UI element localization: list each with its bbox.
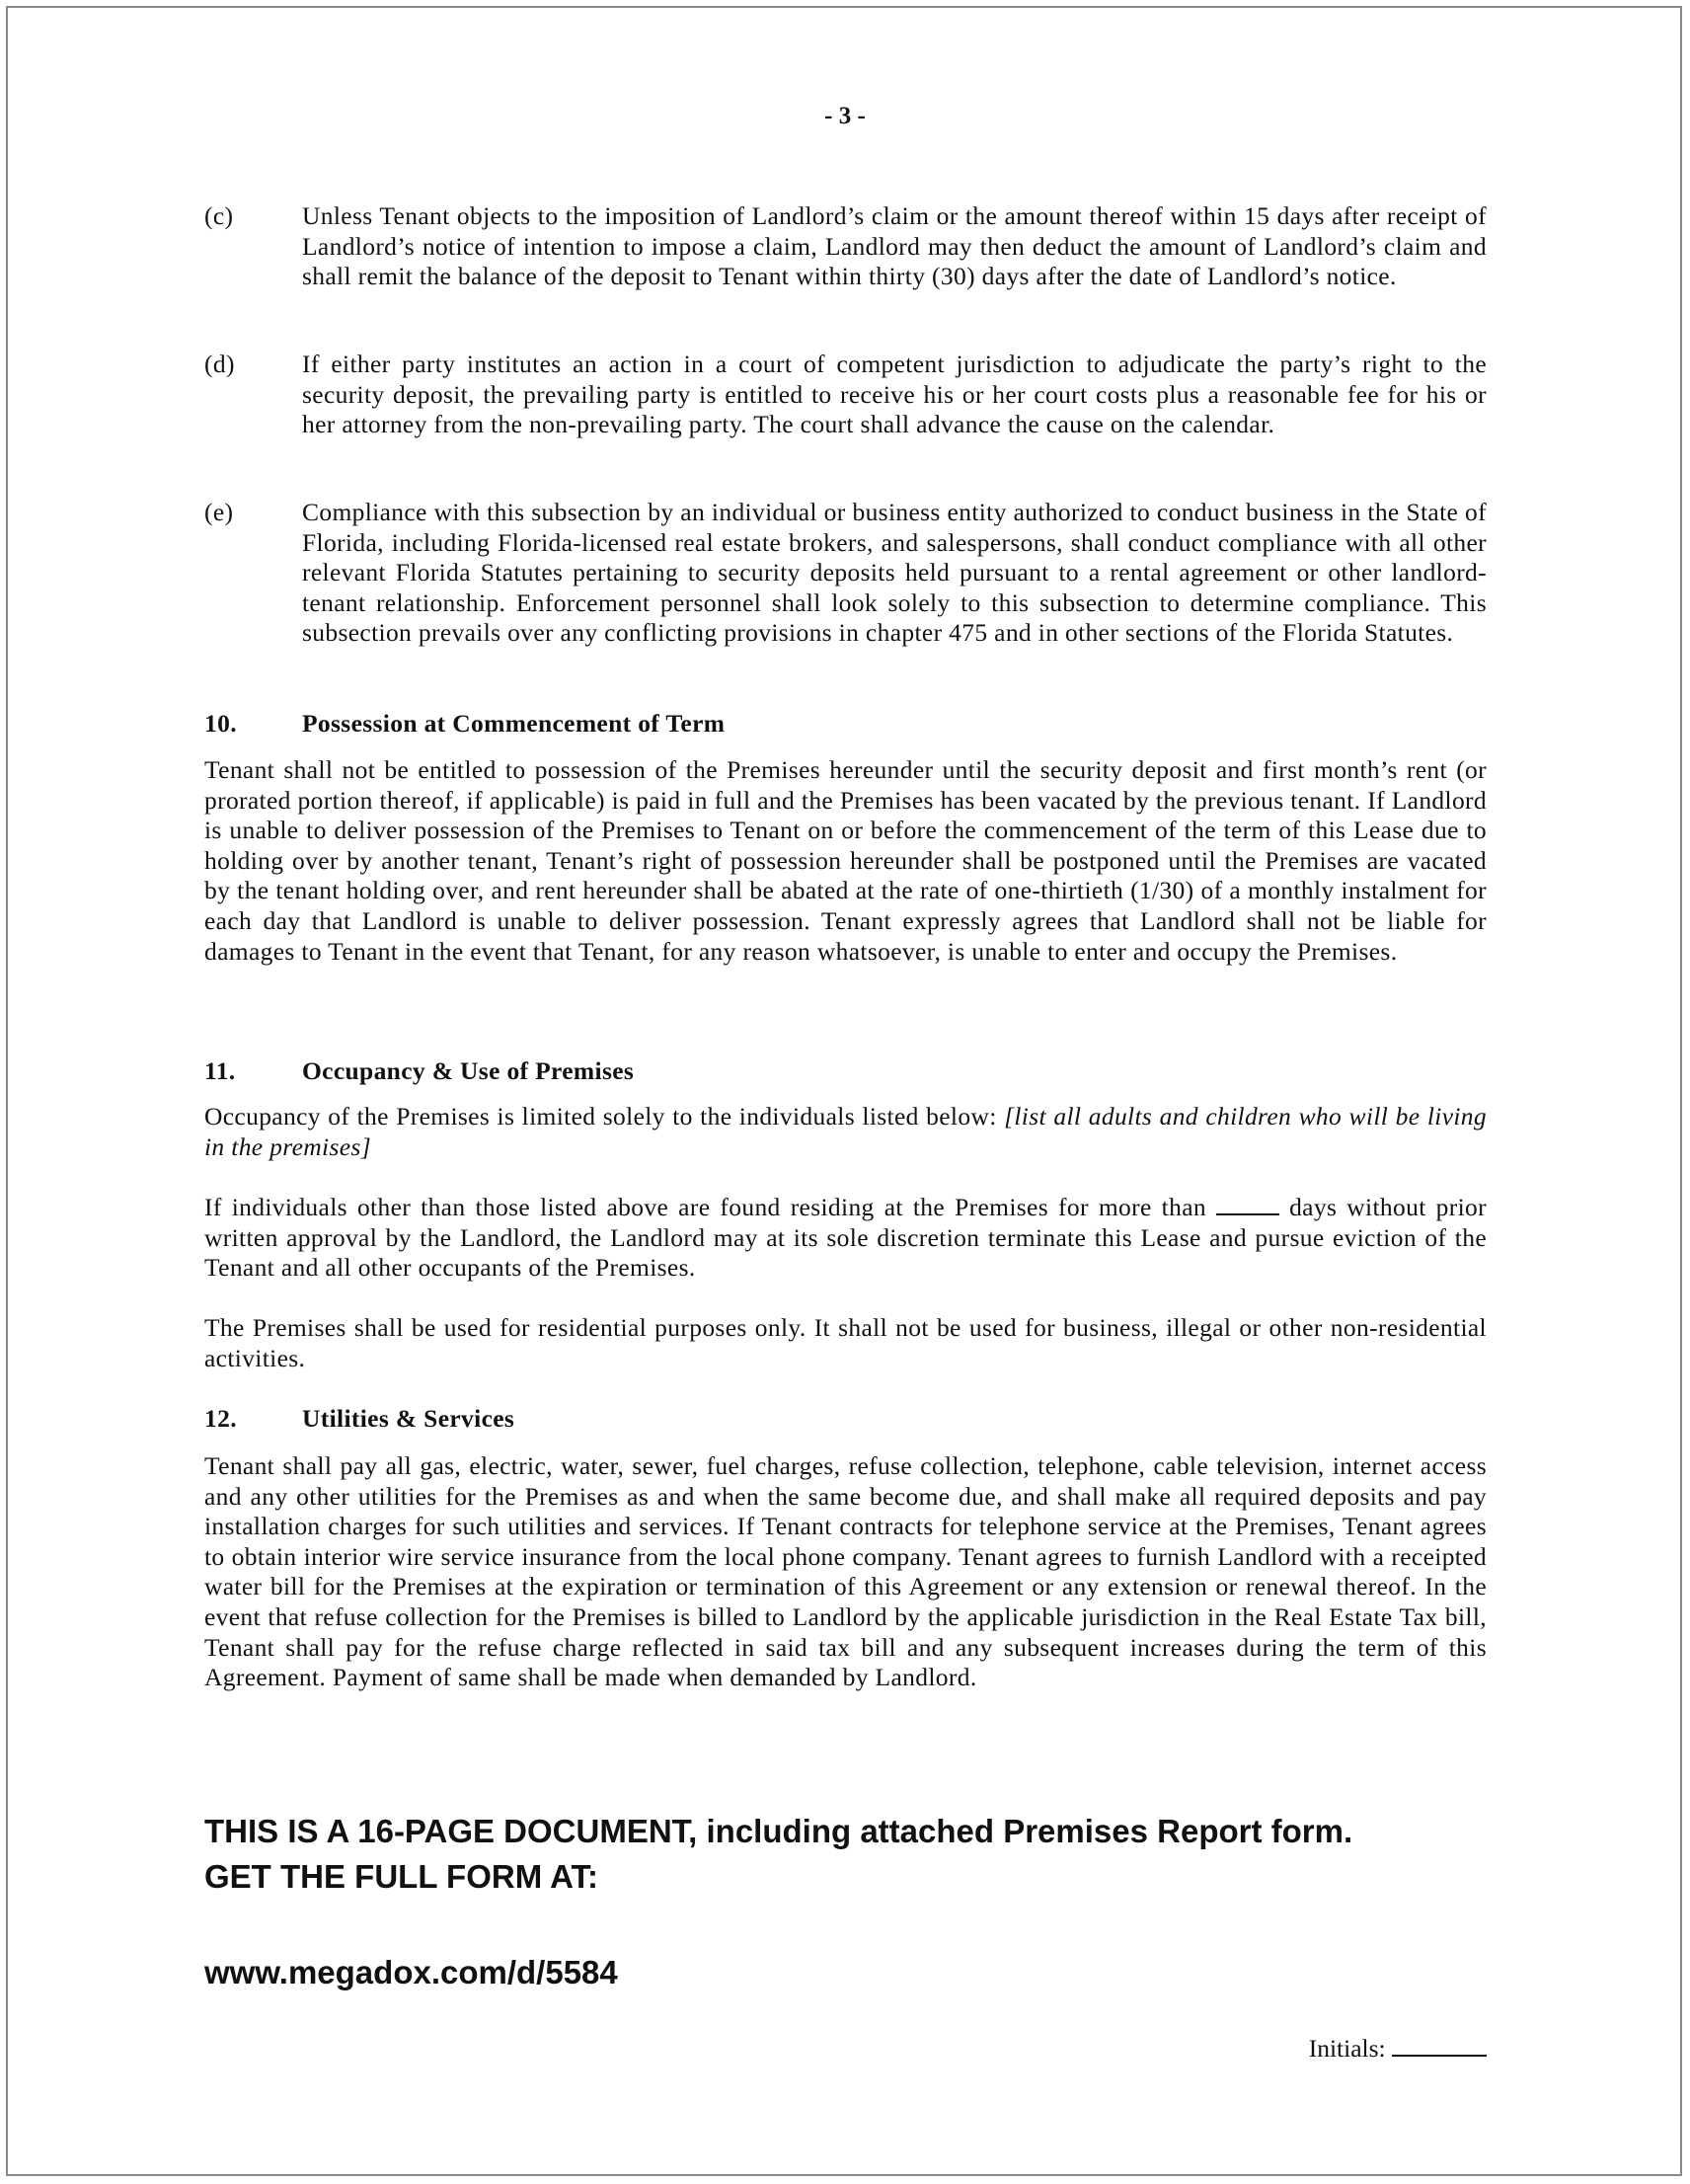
section-11-use: The Premises shall be used for residential purposes only. It shall not be used for business, illegal or other non-residential activities. bbox=[204, 1313, 1487, 1372]
subsection-label: (e) bbox=[204, 498, 234, 526]
occupancy-instruction: [list all adults and children who will be living in the premises] bbox=[204, 1102, 1487, 1161]
subsection-label: (c) bbox=[204, 201, 234, 230]
section-number: 11. bbox=[204, 1056, 236, 1085]
subsection-text: Unless Tenant objects to the imposition of Landlord’s claim or the amount thereof within 15 days after receipt of Landlord’s notice of intention to impose a claim, Landlord may then deduct the amount of Landlord’s claim and shall remit the balance of the deposit to Tenant within thirty (30) days after the date of Landlord’s notice. bbox=[302, 201, 1487, 291]
section-title: Utilities & Services bbox=[302, 1404, 515, 1433]
page-number: - 3 - bbox=[824, 103, 866, 129]
section-11-heading bbox=[204, 1056, 1487, 1087]
initials-blank-field[interactable] bbox=[1392, 2055, 1487, 2057]
promo-line-2: GET THE FULL FORM AT: bbox=[204, 1858, 599, 1895]
subsection-c bbox=[204, 201, 1487, 292]
section-10-text: Tenant shall not be entitled to possession of the Premises hereunder until the security deposit and first month’s rent (or prorated portion thereof, if applicable) is paid in full and the Premises has been vacated by the previous tenant. If Landlord is unable to deliver possession of the Premises to Tenant on or before the commencement of the term of this Lease due to holding over by another tenant, Tenant’s right of possession hereunder shall be postponed until the Premises are vacated by the tenant holding over, and rent hereunder shall be abated at the rate of one-thirtieth (1/30) of a monthly instalment for each day that Landlord is unable to deliver possession. Tenant expressly agrees that Landlord shall not be liable for damages to Tenant in the event that Tenant, for any reason whatsoever, is unable to enter and occupy the Premises. bbox=[204, 755, 1487, 966]
guest-text-after: days without prior written approval by the Landlord, the Landlord may at its sole discretion terminate this Lease and pursue eviction of the Tenant and all other occupants of the Premises. bbox=[204, 1193, 1487, 1283]
initials-line bbox=[1309, 2034, 1487, 2064]
section-number: 10. bbox=[204, 709, 237, 738]
promo-line-1: THIS IS A 16-PAGE DOCUMENT, including attached Premises Report form. bbox=[204, 1813, 1353, 1849]
section-12-heading bbox=[204, 1404, 1487, 1435]
initials-label: Initials: bbox=[1308, 2034, 1392, 2063]
section-title: Occupancy & Use of Premises bbox=[302, 1056, 635, 1085]
guest-text-before: If individuals other than those listed above are found residing at the Premises for more than bbox=[204, 1193, 1217, 1221]
section-11-guests bbox=[204, 1193, 1487, 1284]
promo-url-link[interactable]: www.megadox.com/d/5584 bbox=[204, 1954, 618, 1990]
subsection-text: Compliance with this subsection by an individual or business entity authorized to conduct business in the State of Florida, including Florida-licensed real estate brokers, and salespersons, shall conduct compliance with all other relevant Florida Statutes pertaining to security deposits held pursuant to a rental agreement or other landlord-tenant relationship. Enforcement personnel shall look solely to this subsection to determine compliance. This subsection prevails over any conflicting provisions in chapter 475 and in other sections of the Florida Statutes. bbox=[302, 498, 1487, 648]
subsection-label: (d) bbox=[204, 350, 235, 378]
subsection-d bbox=[204, 350, 1487, 440]
section-number: 12. bbox=[204, 1404, 237, 1433]
section-12-text: Tenant shall pay all gas, electric, water, sewer, fuel charges, refuse collection, telephone, cable television, internet access and any other utilities for the Premises as and when the same become due, and shall make all required deposits and pay installation charges for such utilities and services. If Tenant contracts for telephone service at the Premises, Tenant agrees to obtain interior wire service insurance from the local phone company. Tenant agrees to furnish Landlord with a receipted water bill for the Premises at the expiration or termination of this Agreement or any extension or renewal thereof. In the event that refuse collection for the Premises is billed to Landlord by the applicable jurisdiction in the Real Estate Tax bill, Tenant shall pay for the refuse charge reflected in said tax bill and any subsequent increases during the term of this Agreement. Payment of same shall be made when demanded by Landlord. bbox=[204, 1451, 1487, 1692]
subsection-text: If either party institutes an action in a court of competent jurisdiction to adjudicate the party’s right to the security deposit, the prevailing party is entitled to receive his or her court costs plus a reasonable fee for his or her attorney from the non-prevailing party. The court shall advance the cause on the calendar. bbox=[302, 350, 1487, 439]
days-blank-field[interactable] bbox=[1216, 1213, 1279, 1215]
section-10-heading bbox=[204, 709, 1487, 740]
section-title: Possession at Commencement of Term bbox=[302, 709, 726, 738]
section-11-occupants bbox=[204, 1102, 1487, 1162]
occupancy-text: Occupancy of the Premises is limited solely to the individuals listed below: bbox=[204, 1102, 1005, 1131]
subsection-e bbox=[204, 498, 1487, 649]
